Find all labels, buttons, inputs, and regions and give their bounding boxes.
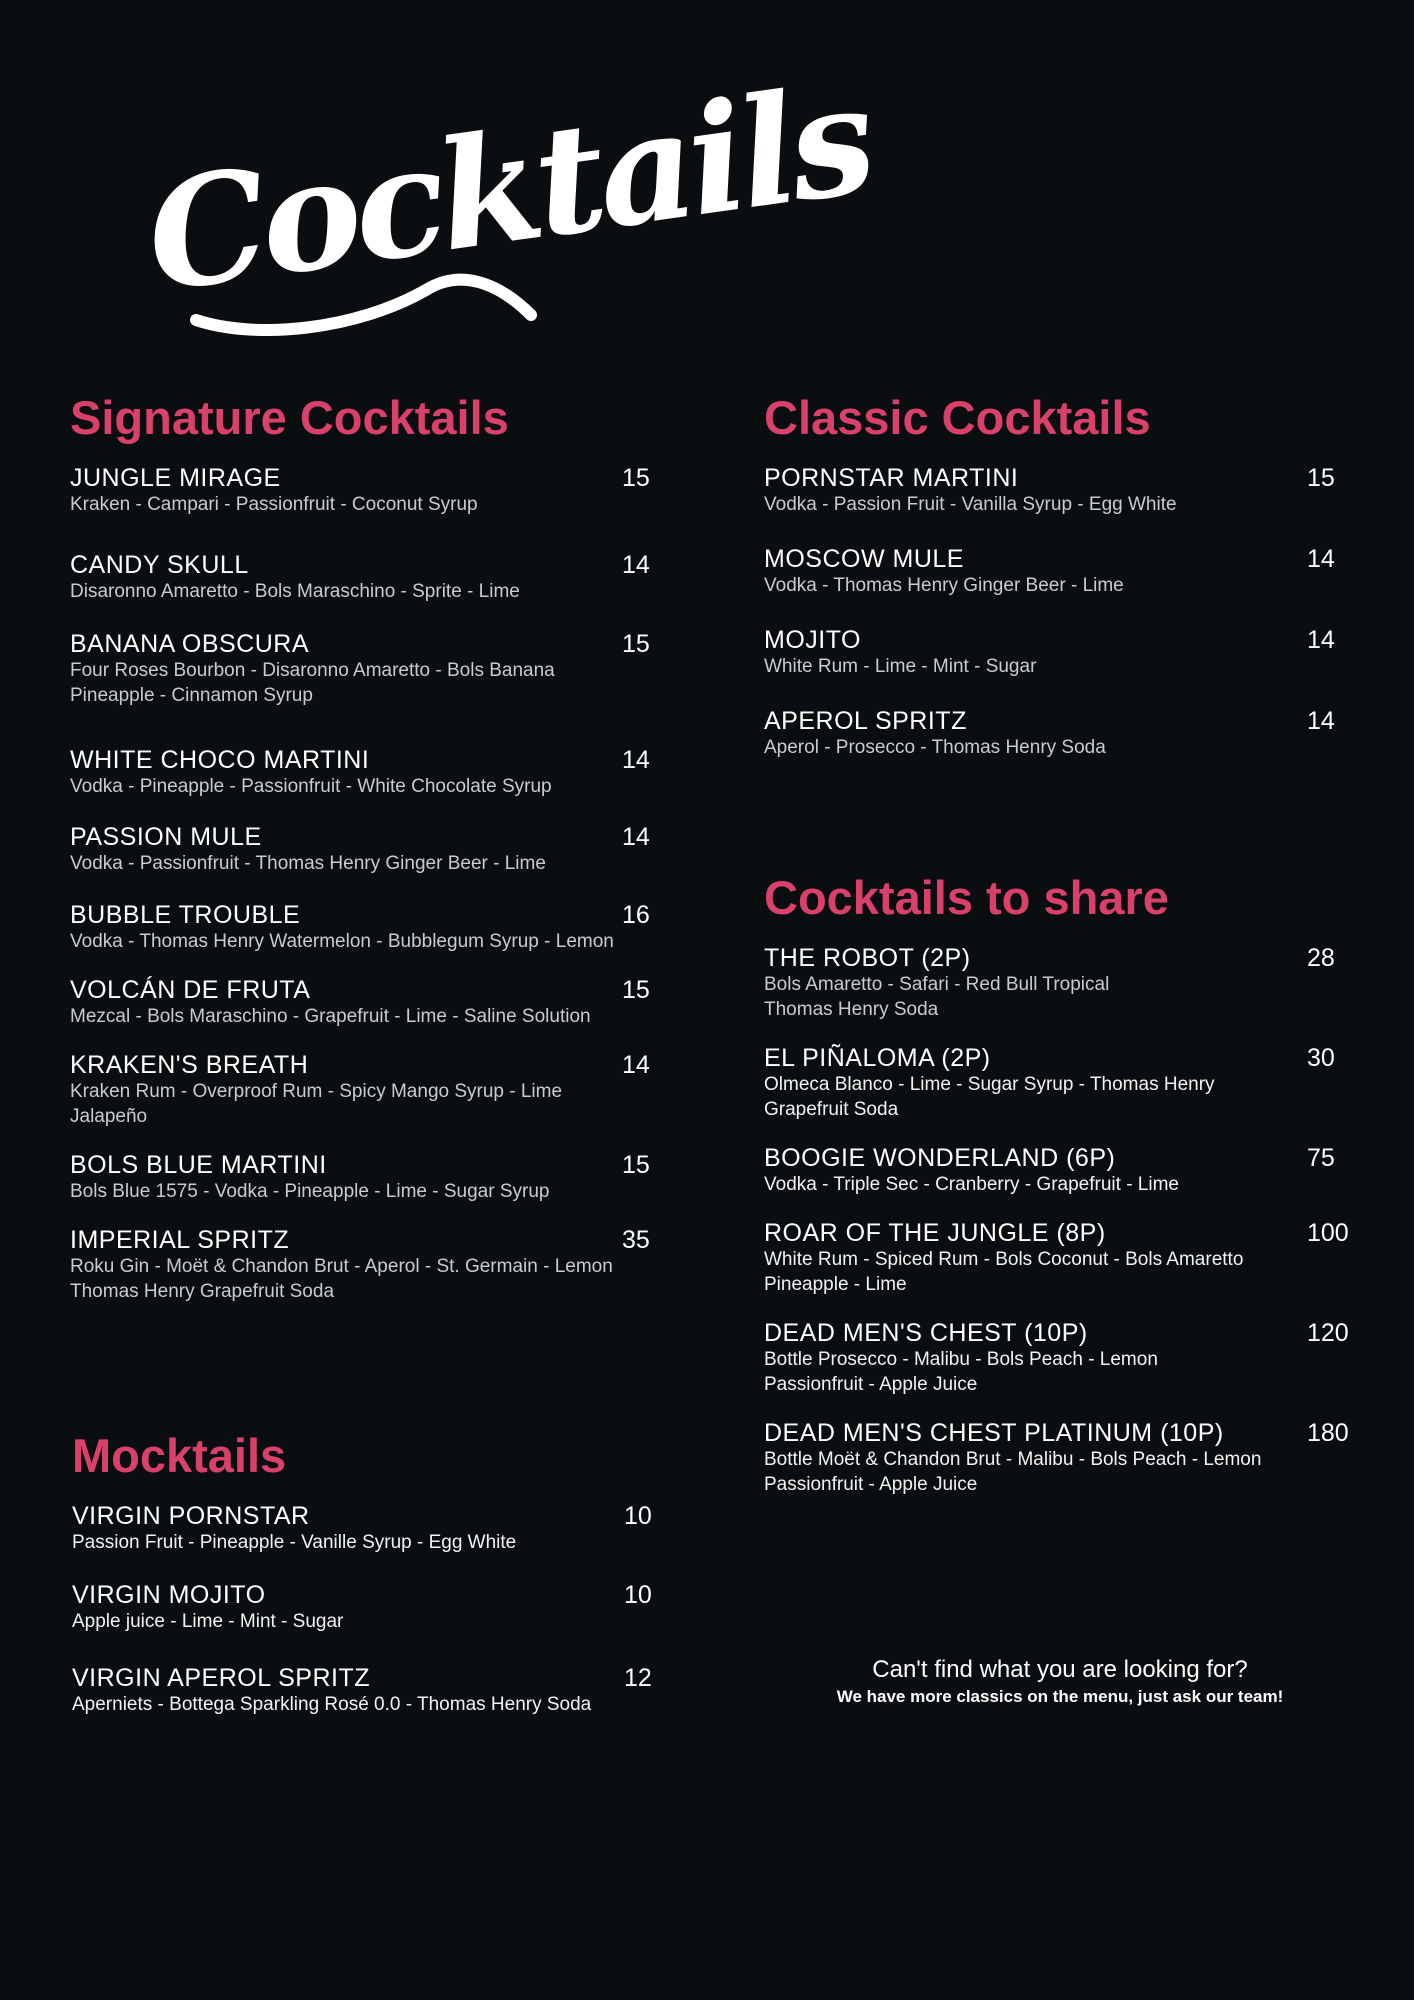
item-name: BANANA OBSCURA [70,630,310,658]
item-name: KRAKEN'S BREATH [70,1051,309,1079]
item-name: DEAD MEN'S CHEST (10P) [764,1319,1088,1347]
item-price: 10 [624,1581,652,1609]
item-price: 120 [1307,1319,1349,1347]
item-price: 180 [1307,1419,1349,1447]
item-description: Mezcal - Bols Maraschino - Grapefruit - Lime - Saline Solution [70,1006,591,1027]
item-price: 14 [622,823,650,851]
menu-item [764,944,1364,1022]
section-title: Mocktails [72,1429,287,1482]
item-description: White Rum - Lime - Mint - Sugar [764,656,1037,677]
menu-item-list [764,464,1364,760]
item-price: 75 [1307,1144,1335,1172]
menu-item [70,464,650,517]
item-price: 10 [624,1502,652,1530]
menu-item [764,1144,1364,1197]
item-name: BOOGIE WONDERLAND (6P) [764,1144,1116,1172]
menu-item [70,630,650,708]
cocktails-logo-lettering [136,51,880,340]
item-price: 100 [1307,1219,1349,1247]
item-description: Roku Gin - Moët & Chandon Brut - Aperol - St. Germain - Lemon Thomas Henry Grapefruit Soda [70,1256,613,1302]
section-title: Cocktails to share [764,871,1169,924]
item-description: Aperniets - Bottega Sparkling Rosé 0.0 - Thomas Henry Soda [72,1694,592,1715]
item-price: 14 [1307,545,1335,573]
item-price: 28 [1307,944,1335,972]
item-description: Vodka - Thomas Henry Watermelon - Bubblegum Syrup - Lemon [70,931,614,952]
item-name: THE ROBOT (2P) [764,944,971,972]
item-price: 14 [1307,707,1335,735]
item-name: BUBBLE TROUBLE [70,901,301,929]
item-price: 16 [622,901,650,929]
item-price: 14 [622,746,650,774]
item-description: Vodka - Passionfruit - Thomas Henry Ginger Beer - Lime [70,853,546,874]
item-description: Bols Blue 1575 - Vodka - Pineapple - Lime - Sugar Syrup [70,1181,550,1202]
item-description: Bottle Prosecco - Malibu - Bols Peach - Lemon Passionfruit - Apple Juice [764,1349,1158,1395]
classic-cocktails-section [764,392,1364,760]
footer-question: Can't find what you are looking for? [872,1656,1248,1683]
menu-item [764,545,1364,598]
item-description: Vodka - Thomas Henry Ginger Beer - Lime [764,575,1124,596]
item-name: PASSION MULE [70,823,262,851]
menu-item-list [70,464,650,1304]
item-name: ROAR OF THE JUNGLE (8P) [764,1219,1106,1247]
menu-item-list [764,944,1364,1497]
menu-item [764,1044,1364,1122]
footer [800,1655,1320,1709]
menu-item [70,823,650,876]
item-price: 15 [622,464,650,492]
item-description: Apple juice - Lime - Mint - Sugar [72,1611,344,1632]
menu-item [72,1664,652,1717]
menu-item [764,1419,1364,1497]
cocktails-to-share-section [764,872,1364,1497]
menu-item [764,1219,1364,1297]
menu-item [764,707,1364,760]
menu-item [72,1502,652,1555]
item-name: VIRGIN MOJITO [72,1581,266,1609]
item-name: VIRGIN PORNSTAR [72,1502,310,1530]
menu-item [70,551,650,604]
item-description: Vodka - Triple Sec - Cranberry - Grapefruit - Lime [764,1174,1179,1195]
item-price: 14 [1307,626,1335,654]
svg-text:Cocktails: Cocktails [136,51,880,327]
item-description: Disaronno Amaretto - Bols Maraschino - Sprite - Lime [70,581,520,602]
item-price: 15 [1307,464,1335,492]
menu-item [70,1151,650,1204]
item-price: 35 [622,1226,650,1254]
item-name: MOSCOW MULE [764,545,964,573]
item-price: 30 [1307,1044,1335,1072]
mocktails-section [72,1430,652,1717]
menu-item [764,626,1364,679]
item-name: WHITE CHOCO MARTINI [70,746,370,774]
item-price: 12 [624,1664,652,1692]
item-price: 15 [622,1151,650,1179]
item-description: White Rum - Spiced Rum - Bols Coconut - Bols Amaretto Pineapple - Lime [764,1249,1244,1295]
item-name: DEAD MEN'S CHEST PLATINUM (10P) [764,1419,1224,1447]
section-title: Classic Cocktails [764,391,1151,444]
footer-note: We have more classics on the menu, just ask our team! [836,1687,1284,1706]
item-description: Olmeca Blanco - Lime - Sugar Syrup - Thomas Henry Grapefruit Soda [764,1074,1215,1120]
menu-item-list [72,1502,652,1717]
item-name: MOJITO [764,626,861,654]
item-name: EL PIÑALOMA (2P) [764,1044,991,1072]
item-name: APEROL SPRITZ [764,707,967,735]
item-description: Kraken Rum - Overproof Rum - Spicy Mango Syrup - Lime Jalapeño [70,1081,563,1127]
item-description: Four Roses Bourbon - Disaronno Amaretto - Bols Banana Pineapple - Cinnamon Syrup [70,660,555,706]
menu-item [70,976,650,1029]
item-name: PORNSTAR MARTINI [764,464,1019,492]
item-description: Vodka - Pineapple - Passionfruit - White Chocolate Syrup [70,776,552,797]
menu-item [70,1226,650,1304]
item-name: CANDY SKULL [70,551,249,579]
item-description: Bols Amaretto - Safari - Red Bull Tropical Thomas Henry Soda [764,974,1110,1020]
item-price: 15 [622,630,650,658]
item-name: VOLCÁN DE FRUTA [70,976,311,1004]
item-description: Kraken - Campari - Passionfruit - Coconut Syrup [70,494,478,515]
menu-item [764,464,1364,517]
signature-cocktails-section [70,392,650,1304]
menu-item [70,746,650,799]
item-description: Vodka - Passion Fruit - Vanilla Syrup - Egg White [764,494,1177,515]
menu-item [72,1581,652,1634]
item-price: 14 [622,1051,650,1079]
item-name: JUNGLE MIRAGE [70,464,281,492]
menu-item [764,1319,1364,1397]
item-price: 15 [622,976,650,1004]
item-description: Aperol - Prosecco - Thomas Henry Soda [764,737,1106,758]
item-description: Passion Fruit - Pineapple - Vanille Syrup - Egg White [72,1532,517,1553]
item-name: VIRGIN APEROL SPRITZ [72,1664,371,1692]
item-description: Bottle Moët & Chandon Brut - Malibu - Bols Peach - Lemon Passionfruit - Apple Juice [764,1449,1262,1495]
menu-item [70,1051,650,1129]
section-title: Signature Cocktails [70,391,509,444]
item-name: BOLS BLUE MARTINI [70,1151,327,1179]
item-name: IMPERIAL SPRITZ [70,1226,290,1254]
item-price: 14 [622,551,650,579]
cocktails-logo [136,51,880,340]
menu-item [70,901,650,954]
